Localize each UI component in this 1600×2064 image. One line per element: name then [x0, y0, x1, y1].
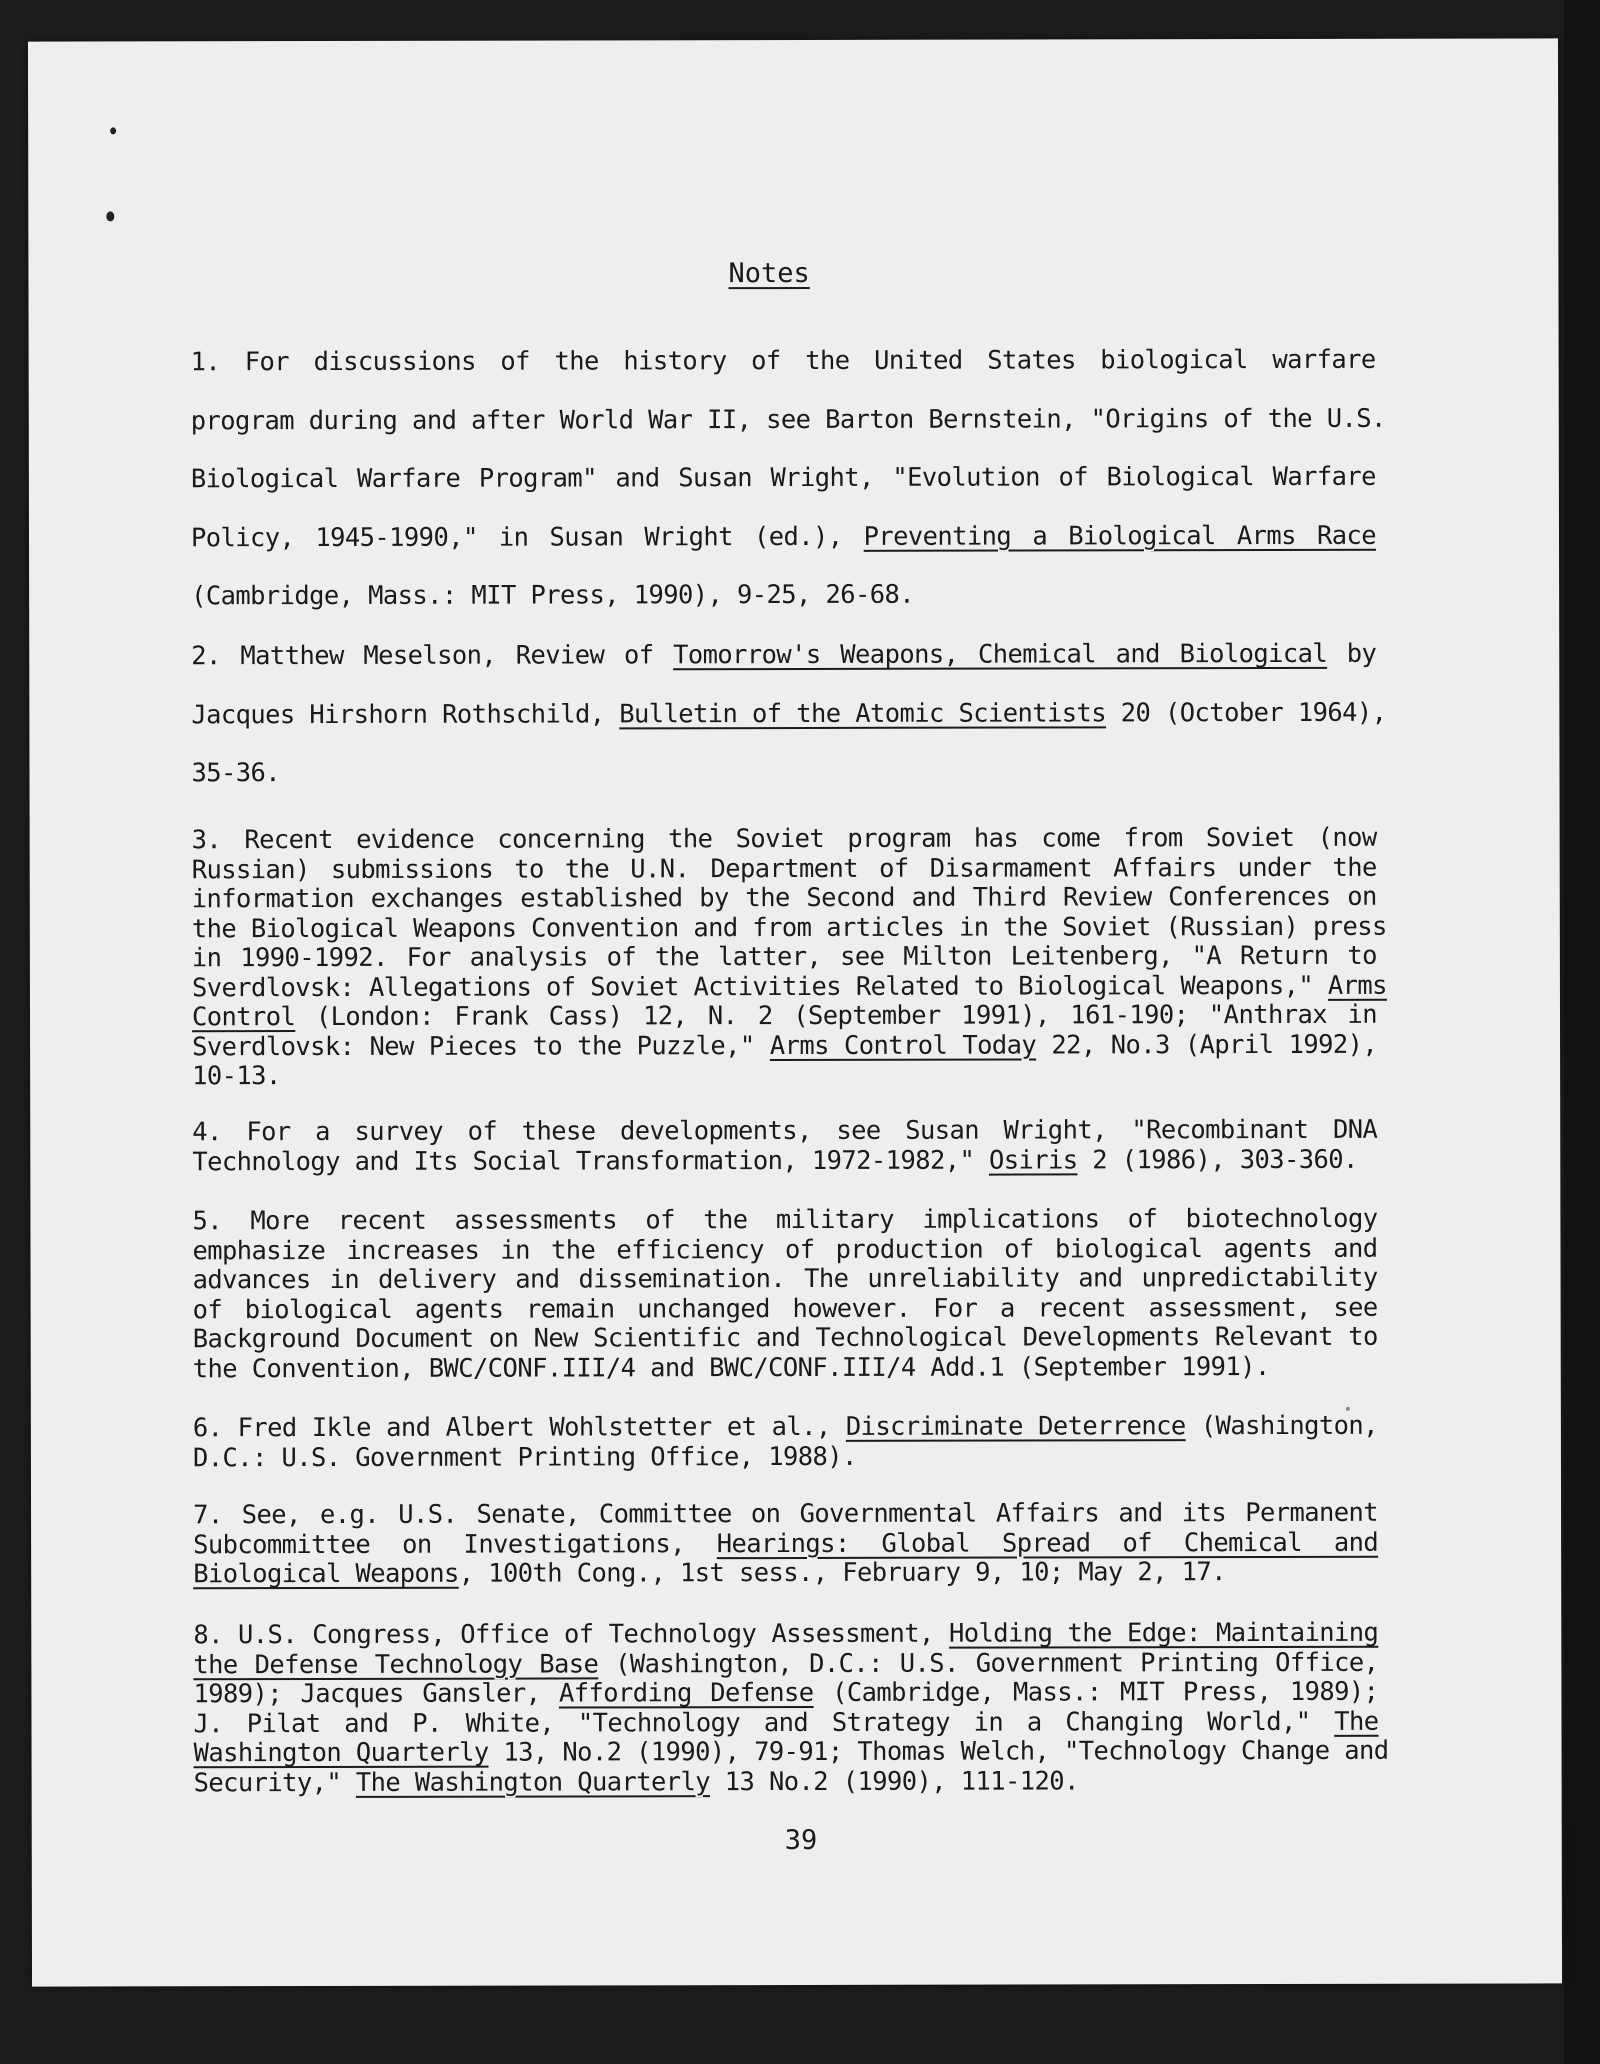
note-line [191, 742, 1376, 803]
underlined-title: The [1334, 1706, 1379, 1737]
note-line [191, 625, 1376, 686]
text-segment: by [1327, 638, 1377, 669]
underlined-title: Preventing a Biological Arms Race [863, 520, 1377, 552]
note-4 [192, 1116, 1377, 1177]
note-line [192, 1145, 1377, 1177]
note-line [192, 942, 1377, 974]
text-segment: D.C.: U.S. Government Printing Office, 1988). [192, 1441, 857, 1473]
note-line [193, 1293, 1378, 1325]
underlined-title: Discriminate Deterrence [845, 1411, 1186, 1442]
note-line [193, 1678, 1378, 1710]
note-line [192, 853, 1377, 885]
underlined-title: the Defense Technology Base [193, 1648, 599, 1680]
underlined-title: Arms Control Today [769, 1029, 1037, 1061]
text-segment: 22, No.3 (April 1992), [1036, 1029, 1378, 1060]
note-3 [191, 822, 1387, 1092]
note-line [191, 911, 1387, 944]
text-segment: 20 (October 1964), [1105, 697, 1387, 728]
note-5 [192, 1205, 1377, 1384]
note-2 [191, 625, 1387, 803]
text-segment: the Convention, BWC/CONF.III/4 and BWC/CONF.III/4 Add.1 (September 1991). [192, 1351, 1270, 1384]
note-line [192, 824, 1377, 856]
note-line [190, 389, 1386, 450]
text-segment: (London: Frank Cass) 12, N. 2 (September 1991), 161-190; "Anthrax in [295, 999, 1378, 1033]
note-line [193, 1558, 1378, 1590]
text-segment: Technology and Its Social Transformation, 1972-1982," [192, 1145, 989, 1177]
underlined-title: Bulletin of the Atomic Scientists [619, 697, 1107, 729]
note-line [192, 1234, 1377, 1266]
note-line [193, 1528, 1378, 1560]
note-line [193, 1352, 1378, 1384]
underlined-title: Hearings: Global Spread of Chemical and [716, 1527, 1379, 1559]
note-line [193, 1735, 1389, 1769]
note-line [193, 1707, 1378, 1739]
text-segment: 3. Recent evidence concerning the Soviet program has come from Soviet (now [191, 822, 1377, 856]
note-line [193, 1619, 1378, 1651]
text-segment: Biological Warfare Program" and Susan Wright, "Evolution of Biological Warfare [190, 461, 1376, 495]
note-line [191, 970, 1387, 1003]
text-segment: 13 No.2 (1990), 111-120. [709, 1765, 1079, 1797]
text-segment: Sverdlovsk: New Pieces to the Puzzle," [192, 1030, 770, 1062]
text-segment: Subcommittee on Investigations, [193, 1528, 717, 1560]
text-segment: of biological agents remain unchanged however. For a recent assessment, see [192, 1292, 1378, 1325]
text-segment: , 100th Cong., 1st sess., February 9, 10; May 2, 17. [458, 1557, 1226, 1589]
note-line [191, 331, 1376, 392]
text-segment: 2. Matthew Meselson, Review of [191, 640, 674, 672]
page-number: 39 [784, 1824, 818, 1857]
text-segment: advances in delivery and dissemination. The unreliability and unpredictability [192, 1262, 1378, 1296]
text-segment: 35-36. [191, 758, 281, 789]
text-segment: (Washington, [1185, 1410, 1378, 1442]
note-line [191, 448, 1376, 509]
text-segment: 7. See, e.g. U.S. Senate, Committee on Governmental Affairs and its Permanent [193, 1497, 1379, 1531]
text-segment: Jacques Hirshorn Rothschild, [191, 698, 620, 730]
text-segment: 6. Fred Ikle and Albert Wohlstetter et al., [192, 1411, 846, 1444]
note-line [193, 1412, 1378, 1444]
text-segment: program during and after World War II, see Barton Bernstein, "Origins of the U.S. [190, 403, 1386, 436]
note-8 [193, 1617, 1389, 1798]
text-segment: 4. For a survey of these developments, see Susan Wright, "Recombinant DNA [192, 1114, 1378, 1148]
text-segment: emphasize increases in the efficiency of production of biological agents and [192, 1233, 1378, 1266]
text-segment: the Biological Weapons Convention and from articles in the Soviet (Russian) press [191, 911, 1387, 944]
text-segment: 8. U.S. Congress, Office of Technology Assessment, [193, 1618, 950, 1651]
page-title: Notes [728, 257, 810, 290]
text-segment: (Washington, D.C.: U.S. Government Printing Office, [598, 1647, 1379, 1679]
underlined-title: The Washington Quarterly [355, 1766, 710, 1798]
text-segment: 2 (1986), 303-360. [1077, 1144, 1358, 1175]
text-segment: (Cambridge, Mass.: MIT Press, 1990), 9-25, 26-68. [191, 579, 915, 612]
note-7 [193, 1499, 1378, 1590]
note-line [192, 883, 1377, 915]
text-segment: in 1990-1992. For analysis of the latter, see Milton Leitenberg, "A Return to [191, 940, 1377, 974]
text-segment: Security," [193, 1767, 356, 1798]
note-line [193, 1648, 1378, 1680]
underlined-title: Biological Weapons [193, 1558, 459, 1590]
document-page [28, 38, 1562, 1986]
text-segment: 13, No.2 (1990), 79-91; Thomas Welch, "Technology Change and [488, 1735, 1389, 1768]
note-6 [193, 1412, 1378, 1473]
note-1 [190, 331, 1386, 626]
note-line [192, 1001, 1377, 1033]
underlined-title: Control [191, 1002, 296, 1033]
note-line [191, 565, 1376, 626]
scan-speck [106, 211, 114, 221]
text-segment: information exchanges established by the Second and Third Review Conferences on [191, 881, 1377, 915]
note-line [194, 1766, 1379, 1798]
note-line [193, 1264, 1378, 1296]
note-line [191, 683, 1387, 744]
underlined-title: Osiris [988, 1144, 1078, 1176]
text-segment: Russian) submissions to the U.N. Department of Disarmament Affairs under the [191, 852, 1377, 885]
note-line [193, 1499, 1378, 1531]
text-segment: 1. For discussions of the history of the United States biological warfare [190, 344, 1376, 378]
note-line [192, 1060, 1377, 1092]
note-line [192, 1205, 1377, 1237]
text-segment: J. Pilat and P. White, "Technology and Strategy in a Changing World," [193, 1706, 1335, 1739]
scan-speck [110, 127, 116, 134]
underlined-title: Affording Defense [558, 1677, 814, 1709]
note-line [191, 506, 1376, 567]
underlined-title: Holding the Edge: Maintaining [949, 1617, 1379, 1649]
text-segment: Sverdlovsk: Allegations of Soviet Activities Related to Biological Weapons," [191, 970, 1328, 1003]
text-segment: 10-13. [192, 1061, 281, 1092]
text-segment: Policy, 1945-1990," in Susan Wright (ed.), [190, 521, 864, 553]
note-line [193, 1323, 1378, 1355]
note-line [193, 1441, 1378, 1473]
underlined-title: Tomorrow's Weapons, Chemical and Biological [673, 638, 1328, 671]
note-line [192, 1030, 1377, 1062]
scan-background-edge [1564, 0, 1600, 2064]
underlined-title: Washington Quarterly [193, 1737, 489, 1769]
underlined-title: Arms [1327, 970, 1387, 1001]
text-segment: 1989); Jacques Gansler, [193, 1678, 559, 1710]
text-segment: (Cambridge, Mass.: MIT Press, 1989); [813, 1676, 1379, 1708]
note-line [192, 1116, 1377, 1148]
text-segment: Background Document on New Scientific and Technological Developments Relevant to [192, 1321, 1378, 1355]
text-segment: 5. More recent assessments of the military implications of biotechnology [192, 1203, 1378, 1237]
